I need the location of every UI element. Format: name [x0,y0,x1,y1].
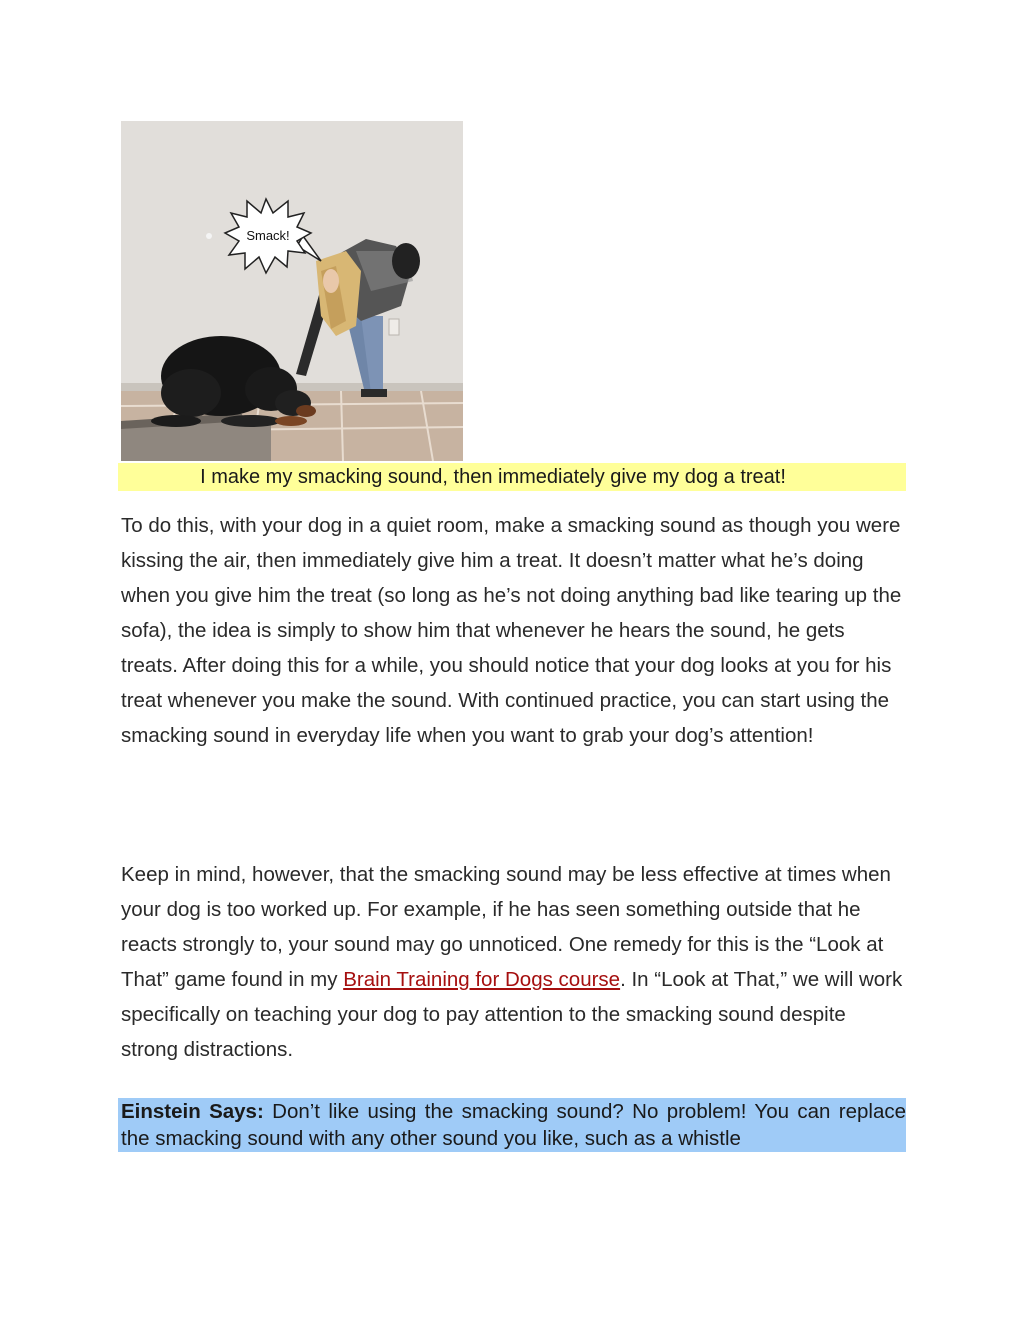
einstein-says-callout [118,1098,906,1152]
einstein-says-label: Einstein Says: [121,1100,264,1123]
body-paragraph-2 [121,857,906,1067]
figure-caption: I make my smacking sound, then immediately give my dog a treat! [118,463,906,491]
body-paragraph-1: To do this, with your dog in a quiet room, make a smacking sound as though you were kissing the air, then immediately give him a treat. It doesn’t matter what he’s doing when you give him the treat (so long as he’s not doing anything bad like tearing up the sofa), the idea is simply to show him that whenever he hears the sound, he gets treats. After doing this for a while, you should notice that your dog looks at you for his treat whenever you make the sound. With continued practice, you can start using the smacking sound in everyday life when you want to grab your dog’s attention! [121,514,902,747]
paragraph-2-text-after-link: . In “Look at That,” we will work specifically on teaching your dog to pay attention to the smacking sound despite strong distractions. [121,968,903,1061]
paragraph-2-text-before-link: Keep in mind, however, that the smacking sound may be less effective at times when your dog is too worked up. For example, if he has seen something outside that he reacts strongly to, your sound may go unnoticed. One remedy for this is the “Look at That” game found in my [121,863,891,991]
dog-treat-photo [121,121,463,461]
smack-bubble-text: Smack! [246,228,290,243]
brain-training-course-link[interactable]: Brain Training for Dogs course [343,968,621,991]
einstein-says-text: Don’t like using the smacking sound? No problem! You can replace the smacking sound with any other sound you like, such as a whistle [121,1100,907,1150]
